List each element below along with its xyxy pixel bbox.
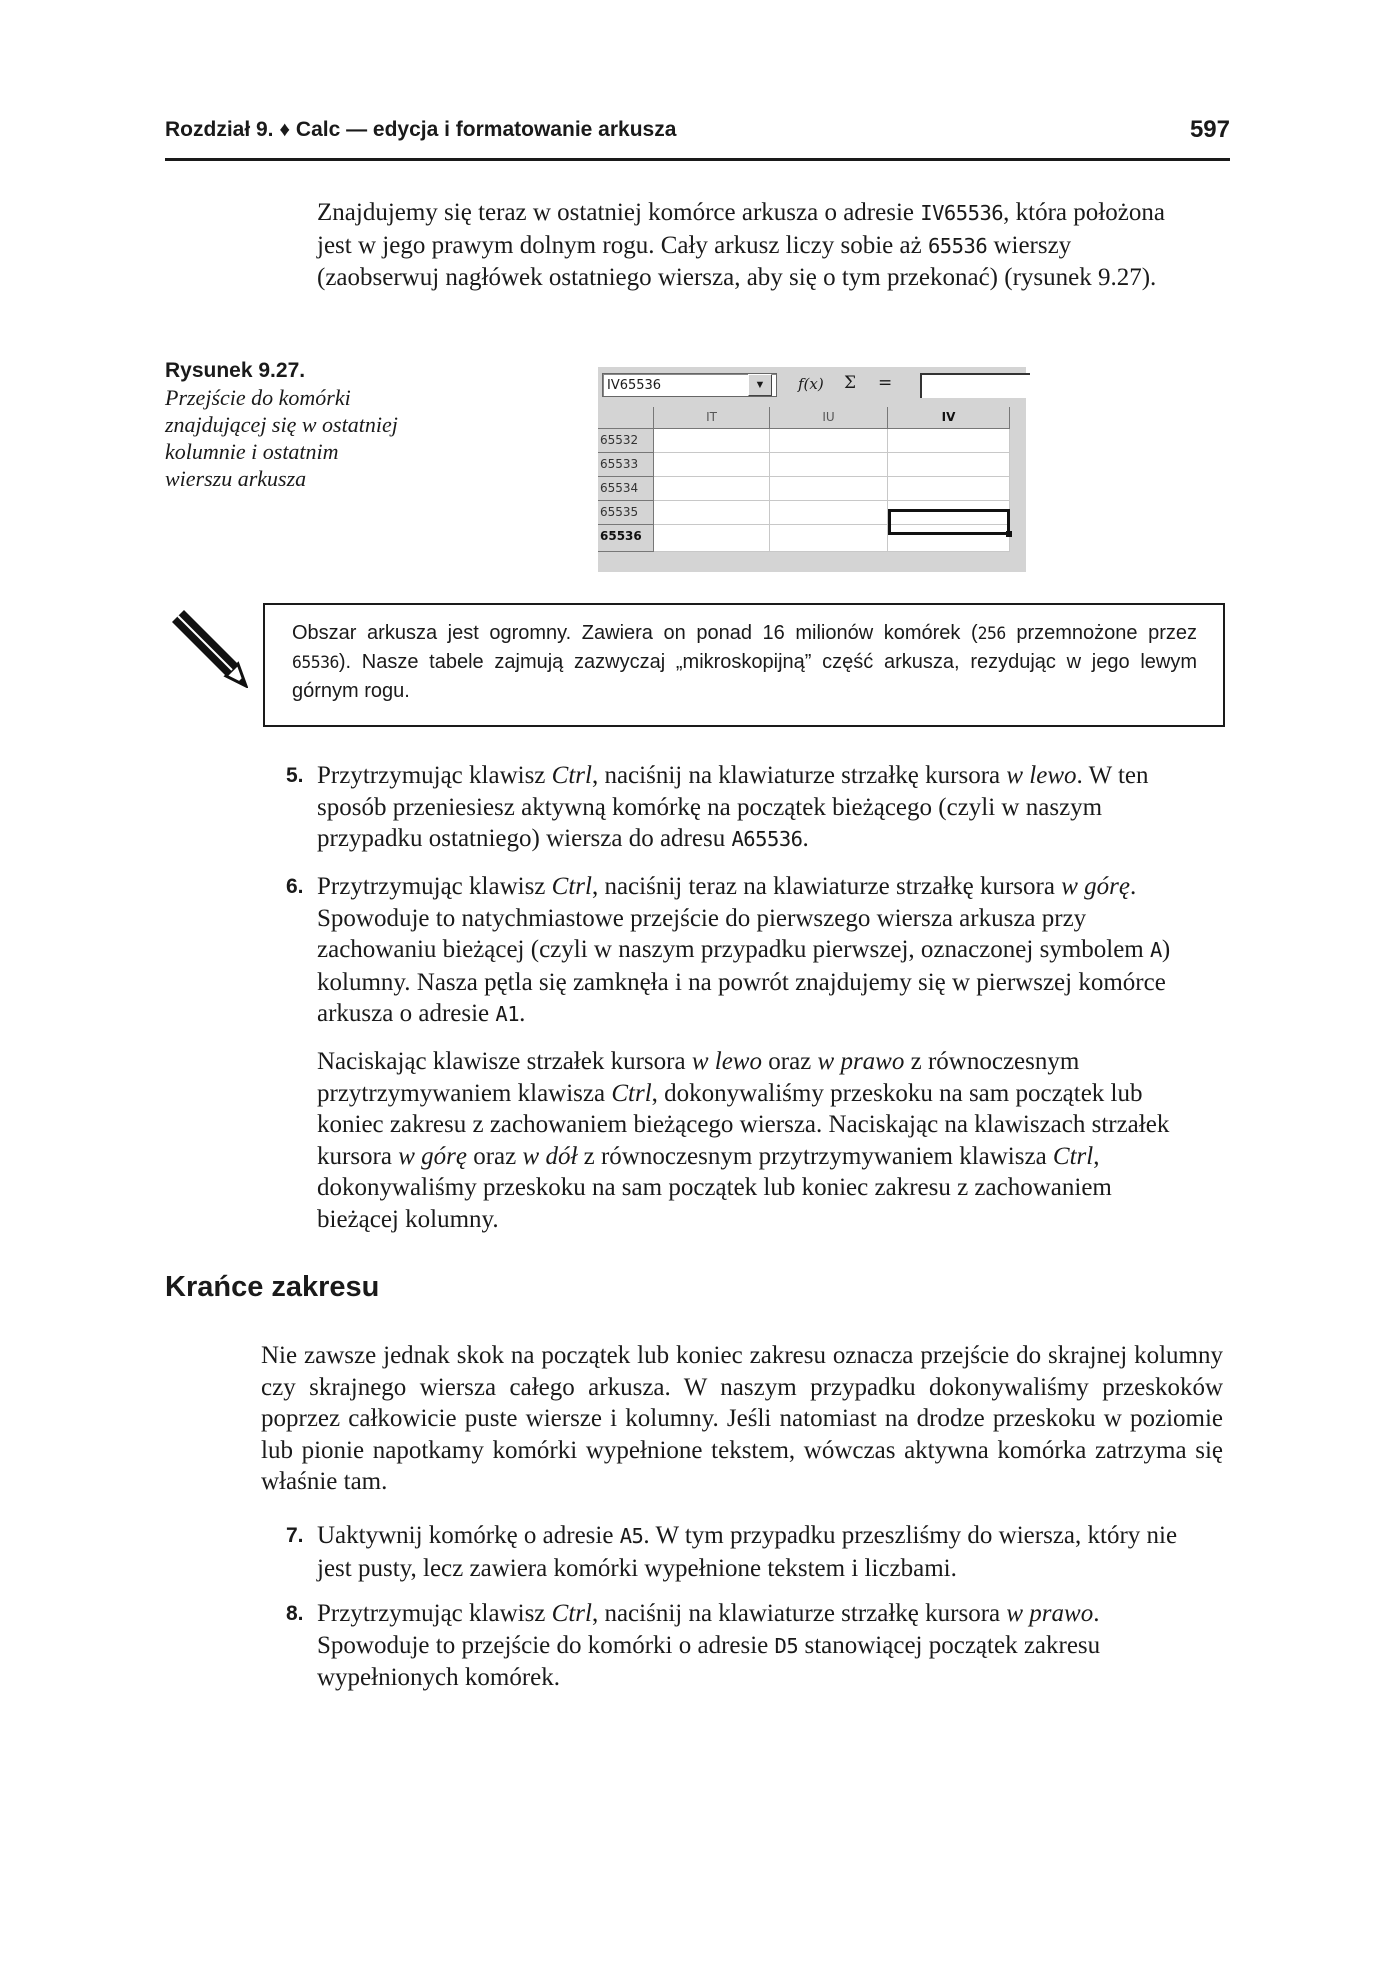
figure-description: Przejście do komórki znajdującej się w ostatniej kolumnie i ostatnim wierszu arkusza (165, 385, 398, 491)
number: 256 (977, 624, 1006, 643)
column-header-active[interactable]: IV (888, 407, 1010, 429)
text-run: . (519, 1000, 526, 1027)
key-name: Ctrl (551, 762, 592, 789)
figure-caption (165, 358, 405, 492)
note-text (292, 619, 1197, 705)
text-run: Naciskając klawisze strzałek kursora (317, 1048, 692, 1075)
text-run: ). Nasze tabele zajmują zazwyczaj „mikroskopijną” część arkusza, rezydując w jego lewym górnym rogu. (292, 651, 1197, 702)
cell-address: D5 (774, 1633, 799, 1658)
formula-toolbar (598, 367, 1026, 405)
cell[interactable] (888, 453, 1010, 477)
function-wizard-icon[interactable]: f(x) (798, 375, 824, 393)
page-number: 597 (1189, 116, 1230, 143)
row-header[interactable]: 65532 (598, 429, 654, 453)
key-name: Ctrl (551, 1600, 592, 1627)
text-run: stanowiącej początek zakresu wypełnionych komórek. (317, 1631, 1101, 1691)
text-run: Znajdujemy się teraz w ostatniej komórce arkusza o adresie (317, 199, 921, 226)
page-header (165, 118, 1230, 161)
direction: w lewo (1006, 762, 1077, 789)
cell[interactable] (654, 429, 770, 453)
direction: w lewo (691, 1048, 762, 1075)
text-run: . Spowoduje to natychmiastowe przejście do pierwszego wiersza arkusza przy zachowaniu bieżącej (czyli w naszym przypadku pierwszej, oznaczonej symbolem (317, 873, 1150, 963)
cell-address: A5 (619, 1524, 644, 1548)
text-run: wierszy (zaobserwuj nagłówek ostatniego wiersza, aby się o tym przekonać) (rysunek 9.27). (317, 231, 1157, 291)
step-text (317, 760, 1197, 856)
step-text (317, 1520, 1197, 1584)
text-run: , naciśnij teraz na klawiaturze strzałkę kursora (591, 873, 1062, 900)
text-run: Przytrzymując klawisz (317, 873, 552, 900)
cell-address: A65536 (731, 827, 803, 851)
cell[interactable] (770, 429, 888, 453)
column-header[interactable]: IT (654, 407, 770, 429)
text-run: Przytrzymując klawisz (317, 1600, 552, 1627)
row-header-active[interactable]: 65536 (598, 525, 654, 552)
cell[interactable] (654, 501, 770, 525)
text-run: ) kolumny. Nasza pętla się zamknęła i na powrót znajdujemy się w pierwszej komórce arkusza o adresie (317, 936, 1171, 1027)
text-run: . (802, 825, 809, 852)
cell[interactable] (770, 477, 888, 501)
step-text (317, 871, 1197, 1031)
chapter-title: Rozdział 9. ♦ Calc — edycja i formatowanie arkusza (165, 118, 677, 141)
cell[interactable] (770, 501, 888, 525)
row-header[interactable]: 65533 (598, 453, 654, 477)
intro-paragraph (317, 197, 1197, 294)
equals-icon[interactable]: = (878, 373, 893, 393)
name-box[interactable]: IV65536 (602, 373, 777, 397)
direction: w prawo (1006, 1600, 1094, 1627)
column-symbol: A (1149, 938, 1162, 962)
step-number: 7. (286, 1524, 304, 1547)
corner-header[interactable] (598, 407, 654, 429)
text-run: z równoczesnym przytrzymywaniem klawisza (317, 1048, 1080, 1107)
chevron-down-icon[interactable]: ▼ (748, 374, 772, 396)
row-header[interactable]: 65535 (598, 501, 654, 525)
text-run: , dokonywaliśmy przeskoku na sam początek lub koniec zakresu z zachowaniem bieżącej kolumny. (317, 1142, 1112, 1233)
text-run: Obszar arkusza jest ogromny. Zawiera on ponad 16 milionów komórek ( (292, 622, 978, 644)
formula-input[interactable] (920, 373, 1030, 398)
row-count: 65536 (927, 233, 988, 258)
cell-address: A1 (495, 1002, 520, 1026)
cell[interactable] (770, 525, 888, 552)
key-name: Ctrl (551, 873, 592, 900)
cell[interactable] (888, 429, 1010, 453)
key-name: Ctrl (611, 1079, 652, 1107)
cell[interactable] (770, 453, 888, 477)
note-box (263, 603, 1225, 727)
sum-icon[interactable]: Σ (844, 373, 857, 393)
text-run: oraz (466, 1142, 523, 1170)
direction: w prawo (817, 1048, 905, 1075)
text-run: , która położona jest w jego prawym dolnym rogu. Cały arkusz liczy sobie aż (317, 199, 1165, 259)
cell[interactable] (654, 525, 770, 552)
step-number: 8. (286, 1602, 304, 1625)
cell[interactable] (888, 477, 1010, 501)
cell[interactable] (654, 453, 770, 477)
direction: w dół (522, 1142, 578, 1170)
row-header[interactable]: 65534 (598, 477, 654, 501)
text-run: Przytrzymując klawisz (317, 762, 552, 789)
direction: w górę (1061, 873, 1130, 900)
step-text (317, 1598, 1197, 1694)
direction: w górę (398, 1142, 467, 1170)
figure-label: Rysunek 9.27. (165, 359, 306, 382)
text-run: , dokonywaliśmy przeskoku na sam początek lub koniec zakresu z zachowaniem bieżącego wiersza. Naciskając na klawiszach strzałek kursora (317, 1079, 1170, 1170)
text-run: , naciśnij na klawiaturze strzałkę kursora (591, 762, 1007, 789)
step-number: 6. (286, 875, 304, 898)
text-run: . W tym przypadku przeszliśmy do wiersza, który nie jest pusty, lecz zawiera komórki wypełnione tekstem i liczbami. (317, 1522, 1178, 1582)
spreadsheet-screenshot (598, 367, 1026, 572)
text-run: . Spowoduje to przejście do komórki o adresie (317, 1600, 1100, 1659)
pencil-icon (168, 608, 248, 688)
text-run: oraz (762, 1048, 818, 1075)
summary-paragraph (317, 1046, 1197, 1235)
key-name: Ctrl (1052, 1142, 1094, 1170)
text-run: , naciśnij na klawiaturze strzałkę kursora (591, 1600, 1007, 1627)
text-run: z równoczesnym przytrzymywaniem klawisza (577, 1142, 1053, 1170)
cell-address: IV65536 (920, 201, 1004, 225)
text-run: . W ten sposób przeniesiesz aktywną komórkę na początek bieżącego (czyli w naszym przypadku ostatniego) wiersza do adresu (317, 762, 1149, 852)
cell[interactable] (654, 477, 770, 501)
fill-handle[interactable] (1006, 531, 1012, 537)
column-header[interactable]: IU (770, 407, 888, 429)
section-title: Krańce zakresu (165, 1271, 380, 1303)
number: 65536 (292, 653, 339, 672)
text-run: przemnożone przez (1005, 622, 1198, 644)
active-cell[interactable] (888, 509, 1010, 535)
step-number: 5. (286, 764, 304, 787)
text-run: Uaktywnij komórkę o adresie (317, 1522, 620, 1549)
section-paragraph: Nie zawsze jednak skok na początek lub koniec zakresu oznacza przejście do skrajnej kolumny czy skrajnego wiersza całego arkusza. W naszym przypadku dokonywaliśmy przeskoków poprzez całkowicie puste wiersze i kolumny. Jeśli natomiast na drodze przeskoku w poziomie lub pionie napotkamy komórki wypełnione tekstem, wówczas aktywna komórka zatrzyma się właśnie tam. (261, 1342, 1223, 1495)
